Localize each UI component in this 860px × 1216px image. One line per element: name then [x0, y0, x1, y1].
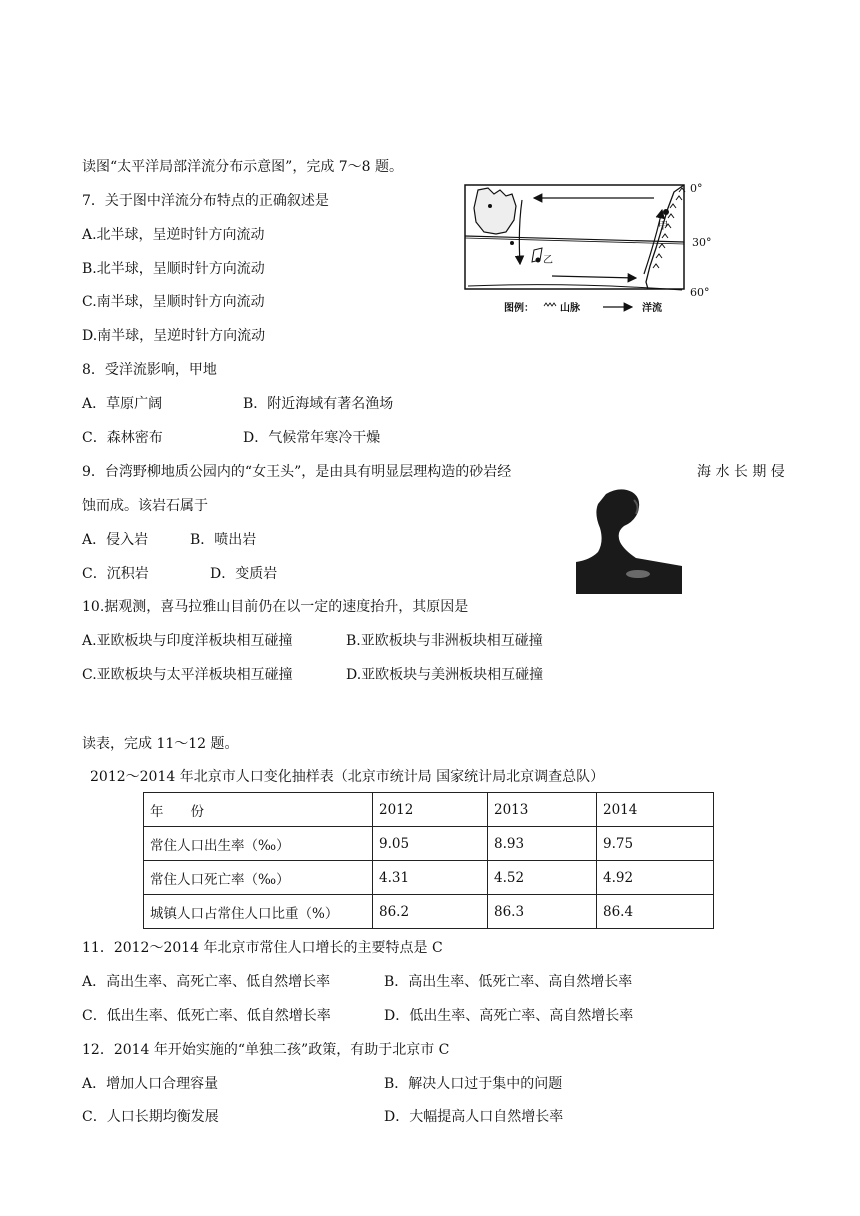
q10-option-c: C.亚欧板块与太平洋板块相互碰撞 [82, 667, 293, 683]
table-header-cell: 年 份 [144, 793, 373, 827]
table-cell: 9.05 [373, 827, 488, 861]
q11-option-c: C．低出生率、低死亡率、低自然增长率 [82, 1008, 331, 1024]
table-cell: 常住人口出生率（‰） [144, 827, 373, 861]
legend-current: 洋流 [642, 303, 662, 314]
q11-option-b: B．高出生率、低死亡率、高自然增长率 [384, 974, 633, 990]
q9-stem-line1-tail: 海 水 长 期 侵 [697, 464, 785, 480]
q8-option-b: B．附近海域有著名渔场 [243, 396, 394, 412]
table-cell: 8.93 [488, 827, 597, 861]
table-header-row [144, 793, 714, 827]
table-row [144, 827, 714, 861]
q7-stem: 7．关于图中洋流分布特点的正确叙述是 [82, 193, 329, 209]
intro-7-8: 读图“太平洋局部洋流分布示意图”，完成 7～8 题。 [82, 159, 404, 175]
q12-option-d: D．大幅提高人口自然增长率 [384, 1109, 564, 1125]
q8-option-d: D．气候常年寒冷干燥 [243, 430, 381, 446]
table-row [144, 895, 714, 929]
legend-mountain-icon [544, 303, 556, 306]
population-table [143, 792, 714, 929]
table-cell: 4.52 [488, 861, 597, 895]
q8-option-a: A．草原广阔 [82, 396, 163, 412]
q7-option-d: D.南半球，呈逆时针方向流动 [82, 328, 266, 344]
map-figure [460, 178, 730, 318]
q10-stem: 10.据观测，喜马拉雅山目前仍在以一定的速度抬升，其原因是 [82, 599, 469, 615]
table-header-cell: 2014 [597, 793, 714, 827]
lat-label-0: 0° [690, 182, 703, 195]
q8-stem: 8．受洋流影响，甲地 [82, 362, 217, 378]
q12-stem: 12．2014 年开始实施的“单独二孩”政策，有助于北京市 C [82, 1042, 450, 1058]
legend-prefix: 图例： [504, 303, 534, 314]
q11-stem: 11．2012～2014 年北京市常住人口增长的主要特点是 C [82, 940, 443, 956]
intro-11-12: 读表，完成 11～12 题。 [82, 736, 239, 752]
q11-option-d: D．低出生率、高死亡率、高自然增长率 [384, 1008, 634, 1024]
q10-option-d: D.亚欧板块与美洲板块相互碰撞 [346, 667, 544, 683]
queens-head-rock-photo [576, 486, 682, 594]
q12-option-a: A．增加人口合理容量 [82, 1076, 219, 1092]
table-cell: 4.31 [373, 861, 488, 895]
q9-stem-line2: 蚀而成。该岩石属于 [82, 498, 208, 514]
pacific-current-map [460, 178, 730, 318]
q7-option-b: B.北半球，呈顺时针方向流动 [82, 261, 265, 277]
q12-option-c: C．人口长期均衡发展 [82, 1109, 219, 1125]
q12-option-b: B．解决人口过于集中的问题 [384, 1076, 563, 1092]
point-jia [663, 209, 669, 215]
q8-option-c: C．森林密布 [82, 430, 163, 446]
q9-option-d: D．变质岩 [210, 566, 278, 582]
q9-option-b: B．喷出岩 [190, 532, 257, 548]
q7-option-a: A.北半球，呈逆时针方向流动 [82, 227, 265, 243]
table-cell: 86.3 [488, 895, 597, 929]
q10-option-b: B.亚欧板块与非洲板块相互碰撞 [346, 633, 543, 649]
q9-option-c: C．沉积岩 [82, 566, 149, 582]
legend-mountain: 山脉 [560, 303, 580, 314]
table-cell: 城镇人口占常住人口比重（%） [144, 895, 373, 929]
table-cell: 86.4 [597, 895, 714, 929]
q11-option-a: A．高出生率、高死亡率、低自然增长率 [82, 974, 331, 990]
rock-image [576, 486, 682, 594]
q10-option-a: A.亚欧板块与印度洋板块相互碰撞 [82, 633, 293, 649]
table-cell: 4.92 [597, 861, 714, 895]
label-yi: 乙 [543, 255, 553, 266]
table-cell: 86.2 [373, 895, 488, 929]
q9-stem-line1: 9．台湾野柳地质公园内的“女王头”，是由具有明显层理构造的砂岩经 [82, 464, 512, 480]
table-header-cell: 2012 [373, 793, 488, 827]
table-cell: 9.75 [597, 827, 714, 861]
lat-label-60: 60° [690, 286, 710, 299]
table-caption: 2012～2014 年北京市人口变化抽样表（北京市统计局 国家统计局北京调查总队） [90, 769, 605, 785]
q9-option-a: A．侵入岩 [82, 532, 149, 548]
australia-shape [474, 188, 516, 234]
q7-option-c: C.南半球，呈顺时针方向流动 [82, 294, 265, 310]
table-header-cell: 2013 [488, 793, 597, 827]
table-row [144, 861, 714, 895]
lat-label-30: 30° [692, 236, 712, 249]
table-cell: 常住人口死亡率（‰） [144, 861, 373, 895]
label-jia: 甲 [658, 221, 668, 232]
